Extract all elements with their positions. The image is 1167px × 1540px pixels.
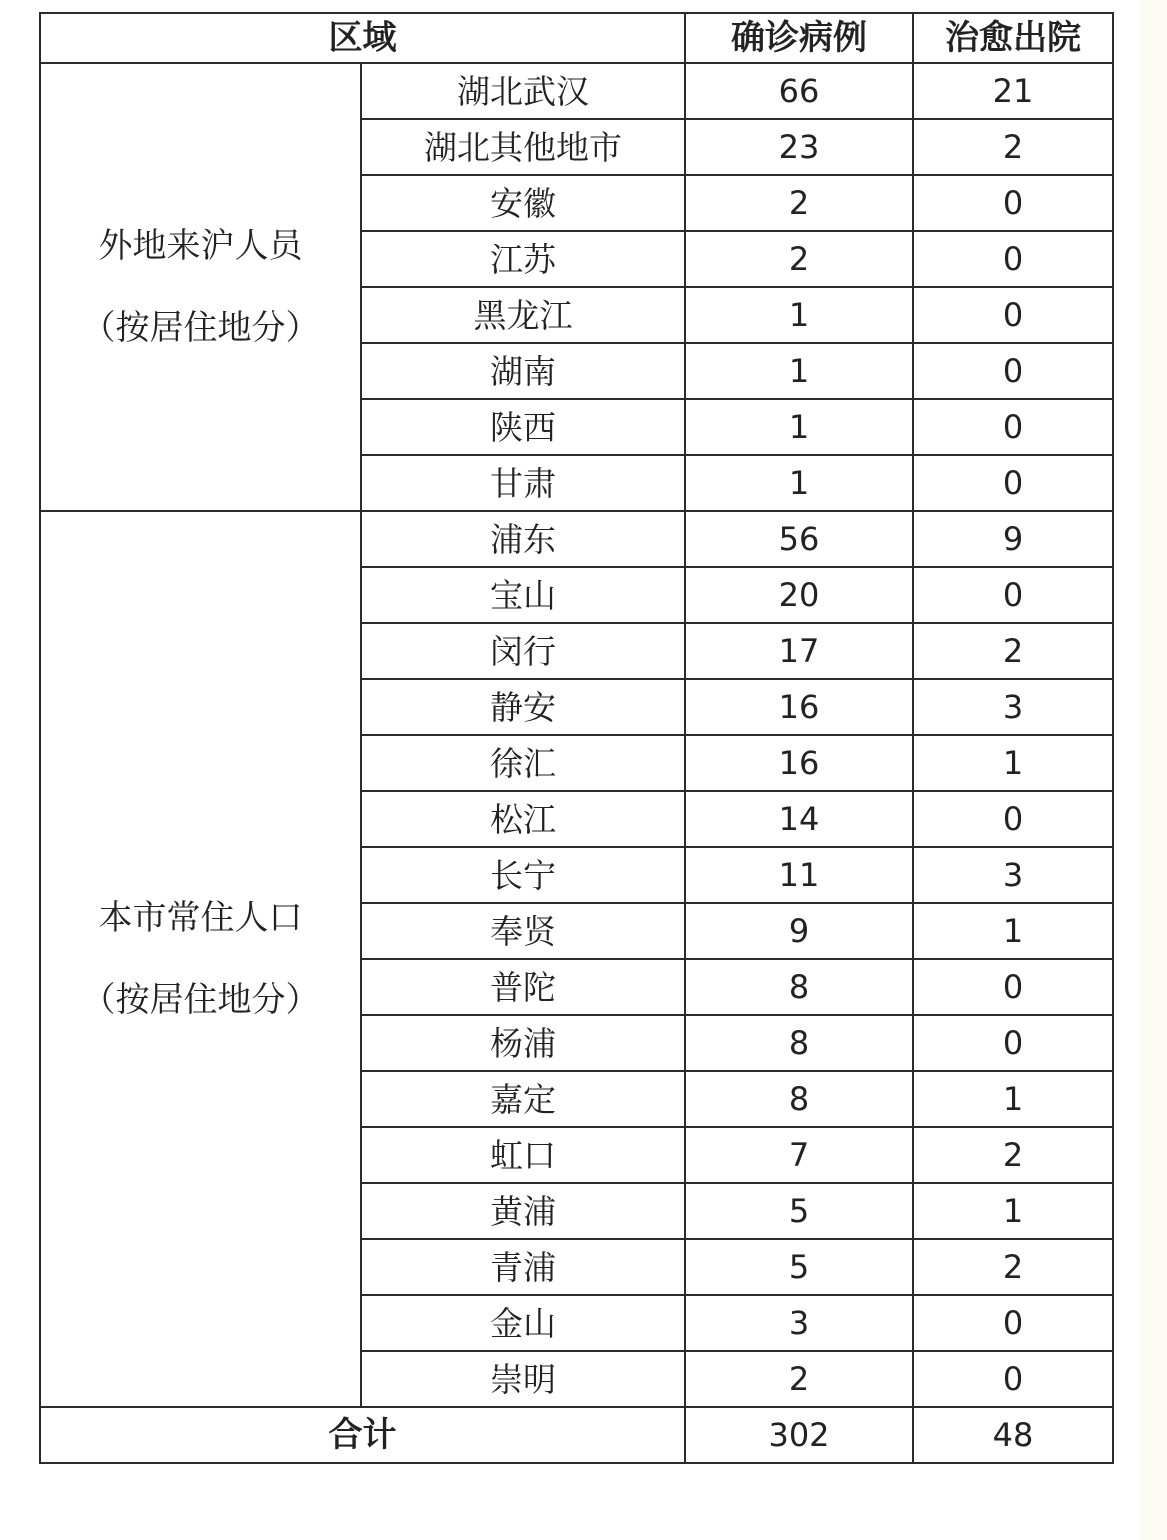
header-confirmed: 确诊病例 — [685, 13, 913, 63]
confirmed-cell: 2 — [685, 1351, 913, 1407]
recovered-cell: 0 — [913, 1015, 1113, 1071]
confirmed-cell: 1 — [685, 287, 913, 343]
area-cell: 长宁 — [361, 847, 685, 903]
confirmed-cell: 1 — [685, 455, 913, 511]
confirmed-cell: 5 — [685, 1239, 913, 1295]
recovered-cell: 0 — [913, 455, 1113, 511]
recovered-cell: 2 — [913, 623, 1113, 679]
confirmed-cell: 5 — [685, 1183, 913, 1239]
confirmed-cell: 16 — [685, 679, 913, 735]
recovered-cell: 2 — [913, 1127, 1113, 1183]
confirmed-cell: 66 — [685, 63, 913, 119]
area-cell: 浦东 — [361, 511, 685, 567]
confirmed-cell: 11 — [685, 847, 913, 903]
confirmed-cell: 3 — [685, 1295, 913, 1351]
recovered-cell: 3 — [913, 679, 1113, 735]
recovered-cell: 0 — [913, 791, 1113, 847]
area-cell: 湖南 — [361, 343, 685, 399]
area-cell: 陕西 — [361, 399, 685, 455]
table-row — [40, 511, 1113, 567]
recovered-cell: 0 — [913, 1351, 1113, 1407]
confirmed-cell: 56 — [685, 511, 913, 567]
total-label: 合计 — [40, 1407, 685, 1463]
recovered-cell: 0 — [913, 175, 1113, 231]
area-cell: 普陀 — [361, 959, 685, 1015]
recovered-cell: 2 — [913, 1239, 1113, 1295]
confirmed-cell: 17 — [685, 623, 913, 679]
recovered-cell: 0 — [913, 959, 1113, 1015]
confirmed-cell: 2 — [685, 231, 913, 287]
header-row — [40, 13, 1113, 63]
area-cell: 黑龙江 — [361, 287, 685, 343]
area-cell: 湖北其他地市 — [361, 119, 685, 175]
recovered-cell: 0 — [913, 231, 1113, 287]
confirmed-cell: 9 — [685, 903, 913, 959]
group-label — [40, 63, 361, 511]
recovered-cell: 0 — [913, 343, 1113, 399]
area-cell: 松江 — [361, 791, 685, 847]
group-label-line2: （按居住地分） — [81, 980, 320, 1020]
area-cell: 虹口 — [361, 1127, 685, 1183]
recovered-cell: 1 — [913, 903, 1113, 959]
confirmed-cell: 20 — [685, 567, 913, 623]
area-cell: 崇明 — [361, 1351, 685, 1407]
group-label-line1: 外地来沪人员 — [98, 226, 303, 266]
recovered-cell: 1 — [913, 1071, 1113, 1127]
confirmed-cell: 1 — [685, 399, 913, 455]
table-row — [40, 63, 1113, 119]
header-region: 区域 — [40, 13, 685, 63]
area-cell: 黄浦 — [361, 1183, 685, 1239]
group-label-line1: 本市常住人口 — [98, 898, 303, 938]
case-statistics-table — [39, 12, 1114, 1464]
confirmed-cell: 2 — [685, 175, 913, 231]
total-row — [40, 1407, 1113, 1463]
area-cell: 杨浦 — [361, 1015, 685, 1071]
recovered-cell: 1 — [913, 1183, 1113, 1239]
confirmed-cell: 16 — [685, 735, 913, 791]
area-cell: 静安 — [361, 679, 685, 735]
recovered-cell: 3 — [913, 847, 1113, 903]
area-cell: 徐汇 — [361, 735, 685, 791]
area-cell: 奉贤 — [361, 903, 685, 959]
confirmed-cell: 8 — [685, 1071, 913, 1127]
area-cell: 江苏 — [361, 231, 685, 287]
recovered-cell: 0 — [913, 567, 1113, 623]
confirmed-cell: 1 — [685, 343, 913, 399]
area-cell: 金山 — [361, 1295, 685, 1351]
confirmed-cell: 23 — [685, 119, 913, 175]
confirmed-cell: 8 — [685, 959, 913, 1015]
confirmed-cell: 8 — [685, 1015, 913, 1071]
recovered-cell: 21 — [913, 63, 1113, 119]
group-label-line2: （按居住地分） — [81, 308, 320, 348]
area-cell: 安徽 — [361, 175, 685, 231]
area-cell: 青浦 — [361, 1239, 685, 1295]
recovered-cell: 1 — [913, 735, 1113, 791]
recovered-cell: 0 — [913, 287, 1113, 343]
area-cell: 闵行 — [361, 623, 685, 679]
recovered-cell: 2 — [913, 119, 1113, 175]
confirmed-cell: 14 — [685, 791, 913, 847]
header-recovered: 治愈出院 — [913, 13, 1113, 63]
recovered-cell: 0 — [913, 399, 1113, 455]
area-cell: 宝山 — [361, 567, 685, 623]
area-cell: 甘肃 — [361, 455, 685, 511]
area-cell: 嘉定 — [361, 1071, 685, 1127]
recovered-cell: 0 — [913, 1295, 1113, 1351]
group-label — [40, 511, 361, 1407]
total-recovered: 48 — [913, 1407, 1113, 1463]
confirmed-cell: 7 — [685, 1127, 913, 1183]
table-body — [40, 63, 1113, 1407]
recovered-cell: 9 — [913, 511, 1113, 567]
total-confirmed: 302 — [685, 1407, 913, 1463]
area-cell: 湖北武汉 — [361, 63, 685, 119]
